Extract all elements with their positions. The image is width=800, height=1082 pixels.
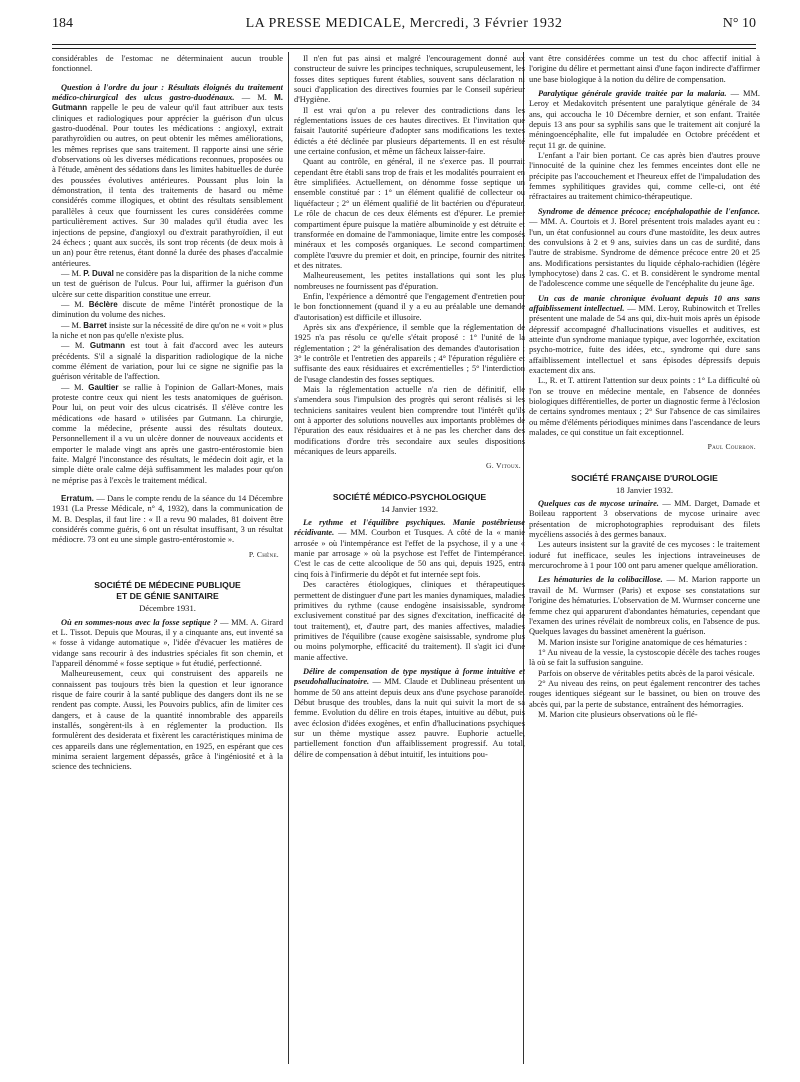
- issue-number: N° 10: [722, 16, 756, 31]
- paragraph: 2° Au niveau des reins, on peut également rencontrer des taches rouges identiques siégeant sur le bassinet, ou bien on trouve des abcès qui, par la perte de substance, entraînent des hémorragies.: [529, 678, 760, 709]
- erratum-label: Erratum.: [61, 494, 94, 504]
- paragraph: Mais la réglementation actuelle n'a rien de définitif, elle s'amendera sous l'impulsion des progrès qui seront réalisés si les techniciens sanitaires veulent bien comprendre tout l'intérêt qu'ils ont à apporter des solutions nouvelles aux importants problèmes de l'épuration des eaux résiduaires et à ne pas les chercher dans des modifications d'ordre très secondaire aux seules dispositions mécaniques de leurs appareils.: [294, 385, 525, 457]
- article: [52, 618, 283, 670]
- article: [529, 294, 760, 377]
- page-header: [52, 16, 756, 40]
- author-name: Béclère: [88, 299, 118, 309]
- article-text: présentent un homme de 50 ans atteint depuis deux ans d'une psychose paranoïde. Début brusque des troubles, dans la nuit qui suivit la mort de sa femme. Evolution du délire en trois étapes, intuitive au début, puis avec éclosion d'idées exogènes, et enfin d'hallucinations psychiques sur un thème mystique assez pauvre. Euphorie actuelle, partiellement fonction d'un affaiblissement progressif. Au total, délire de compensation à début intuitif, les intuitions pou-: [294, 677, 525, 759]
- article-title: Délire de compensation de type mystique à forme intuitive et pseudohallucinatoire.: [294, 666, 525, 687]
- article-text: présentent une paralytique générale de 34 ans, qui accoucha le 10 Décembre dernier, et son enfant. Traitée depuis 13 ans pour sa syphilis sans que le traitement ait conjuré la méningoencéphalite, elle fut impaludée en Octobre précédent et reçut 11 gr. de quinine.: [529, 99, 760, 150]
- article: — M. Gaultier se rallie à l'opinion de Gallart-Mones, mais proteste contre ceux qui nient les tests anatomiques de guérison. Pour lui, on peut voir des ulcus cicatrisés. Il s'élève contre les médications «de hasard » utilisées par Gutmann. La chirurgie, comme la médecine, présente aussi des résultats douteux. Personnellement il a vu un ulcère donner de nouveaux accidents et emporter le malade vingt ans après une gastro-entérostomie bien faite. Malgré l'inconstance des résultats, le médecin doit agir, et la simple diète orale calme déjà suffisamment les malades pour qu'on ne méprise pas à l'excès le traitement médical.: [52, 382, 283, 485]
- section-heading: SOCIÉTÉ DE MÉDECINE PUBLIQUE: [94, 580, 241, 591]
- paragraph: Il n'en fut pas ainsi et malgré l'encouragement donné aux constructeur de suivre les principes techniques, scrupuleusement, les fosses dites septiques furent établies, souvent sans déclaration ni souci d'application des directives fournies par le Conseil supérieur d'Hygiène.: [294, 54, 525, 105]
- author-name: Barret: [83, 320, 107, 330]
- signature: P. Chêne.: [248, 549, 279, 559]
- section-heading: SOCIÉTÉ MÉDICO-PSYCHOLOGIQUE: [332, 491, 487, 502]
- article: [529, 499, 760, 540]
- header-rule: [52, 44, 756, 45]
- signature: G. Vitoux.: [486, 461, 521, 471]
- article-text: insiste sur la nécessité de dire qu'on ne « voit » plus la niche et non pas qu'elle n'existe plus.: [52, 320, 283, 340]
- article-authors: — MM. Leroy, Rubinowitch et Trelles: [627, 303, 760, 313]
- paragraph: L'enfant a l'air bien portant. Ce cas après bien d'autres prouve l'innocuité de la quinine chez les femmes enceintes dont elle ne précipite pas l'accouchement et l'heureux effet de l'impaludation des femmes syphilitiques gravides qui, comme celle-ci, ont été réfractaires au traitement chimico-thérapeutique.: [529, 151, 760, 202]
- journal-title: LA PRESSE MEDICALE, Mercredi, 3 Février 1932: [245, 16, 563, 31]
- section-date: 14 Janvier 1932.: [380, 503, 439, 514]
- paragraph: Malheureusement, les petites installations qui sont les plus nombreuses ne fournissent pas d'épuration.: [294, 271, 525, 291]
- section-heading: ET DE GÉNIE SANITAIRE: [116, 591, 219, 602]
- article-authors: — M. Marion: [666, 575, 717, 585]
- column-divider: [288, 52, 289, 1064]
- author-name: P. Duval: [83, 268, 114, 278]
- article-title: Question à l'ordre du jour : Résultats éloignés du traitement médico-chirurgical des ulcus gastro-duodénaux.: [52, 82, 283, 103]
- article-title: Où en sommes-nous avec la fosse septique ?: [61, 617, 218, 627]
- section-heading: SOCIÉTÉ FRANÇAISE D'UROLOGIE: [571, 472, 718, 483]
- article: — M. Gutmann est tout à fait d'accord avec les auteurs précédents. S'il a signalé la disparition radiologique de la niche comme élément de variation, pour lui ce signe ne signifie pas la guérison véritable de l'affection.: [52, 341, 283, 382]
- article-title: Les hématuries de la colibacillose.: [538, 575, 663, 585]
- header-rule-thin: [52, 48, 756, 49]
- article-text: présentent une malade de 54 ans qui, dix-huit mois après un épisode dépressif accompagné d'hallucinations visuelles et auditives, est atteinte d'un syndrome maniaque typique, avec logorrhée, excitation psycho-motrice, fuite des idées, etc., syndrome qui dure sans affaiblissement intellectuel et sans épisodes dépressifs depuis exactement dix ans.: [529, 314, 760, 375]
- article-title: Syndrome de démence précoce; encéphalopathie de l'enfance.: [538, 206, 760, 216]
- article-text: ne considère pas la disparition de la niche comme un test de guérison de l'ulcus. Pour lui, affirmer la guérison d'un ulcère sur cette disparition constitue une erreur.: [52, 268, 283, 299]
- page-number: 184: [52, 16, 73, 31]
- paragraph: vant être considérées comme un test du choc affectif initial à l'origine du délire et permettant ainsi d'une façon indirecte d'affirmer une base biologique à la notion du délire de compensation.: [529, 54, 760, 84]
- article-text: rappelle le peu de valeur qu'il faut attribuer aux tests cliniques et radiologiques pour apprécier la guérison d'un ulcus gastro-duodénal. Pour toutes les médications : angioxyl, extrait parathyroïdien ou autres, on peut obtenir les mêmes améliorations, les mêmes reprises que sans traitement. Il rapporte ainsi une série d'observations où les diverses médications reconnues, proposées ou à l'étude, amènent des sédations dans les limites habituelles de durée des poussées évolutives antérieures. Poussant plus loin la démonstration, il tenta des traitements de hasard ou même considérés comme illogiques, et obtint des résultats sensiblement parallèles à ceux que fournissent les cures considérées comme particulièrement actives. Sur 30 malades qu'il étudia avec les injections de pepsine, d'angioxyl ou d'extrait parathyroïdien, il eut 24 échecs ; quant aux succès, ils sont trop récents (de deux mois à un an) pour être retenus, étant donné la durée des phases d'accalmie antérieures.: [52, 103, 283, 268]
- paragraph: Des caractères étiologiques, cliniques et thérapeutiques permettent de distinguer d'une part les manies dynamiques, maladies primitives du rythme (cause endogène insaisissable, syndrome exclusivement constitué par des signes d'excitation, inefficacité de tout traitement), et, d'autre part, des manies affectives, maladies primitives de l'équilibre (cause exogène saisissable, syndrome plus ou moins polymorphe, efficacité du traitement). Il s'agit ici d'une manie affective.: [294, 580, 525, 662]
- article-text: discute de même l'intérêt pronostique de la diminution du volume des niches.: [52, 299, 283, 320]
- signature: Paul Courbon.: [707, 442, 756, 452]
- erratum: [52, 494, 283, 546]
- article-text: est tout à fait d'accord avec les auteurs précédents. S'il a signalé la disparition radiologique de la niche comme élément de variation, pour lui ce signe ne signifie pas la guérison véritable de l'affection.: [52, 341, 283, 382]
- article-title: Quelques cas de mycose urinaire.: [538, 499, 659, 509]
- article: Question à l'ordre du jour : Résultats éloignés du traitement médico-chirurgical des ulcus gastro-duodénaux. — M. M. Gutmann rappelle le peu de valeur qu'il faut attribuer aux tests cliniques et radiologiques pour apprécier la guérison d'un ulcus gastro-duodénal. Pour toutes les médications : angioxyl, extrait parathyroïdien ou autres, on peut obtenir les mêmes améliorations, les mêmes reprises que sans traitement. Il rapporte ainsi une série d'observations où les diverses médications reconnues, proposées ou à l'étude, amènent des sédations dans les limites habituelles de durée des poussées évolutives antérieures. Poussant plus loin la démonstration, il tenta des traitements de hasard ou même considérés comme illogiques, et obtint des résultats sensiblement parallèles à ceux que fournissent les cures considérées comme particulièrement actives. Sur 30 malades qu'il étudia avec les injections de pepsine, d'angioxyl ou d'extrait parathyroïdien, il eut 24 échecs ; quant aux succès, ils sont trop récents (de deux mois à un an) pour être retenus, étant donné la durée des phases d'accalmie antérieures.: [52, 82, 283, 268]
- article-text: Depuis que Mouras, il y a cinquante ans, eut inventé sa « fosse à vidange automatique », l'idée d'évacuer les matières de vidange sans recourir à des industries spéciales fit son chemin, et l'appareil dénommé « fosse septique » fut étudié, perfectionné.: [52, 627, 283, 668]
- paragraph: Enfin, l'expérience a démontré que l'engagement d'entretien pour le bon fonctionnement (quand il y a eu au préalable une demande d'autorisation) est difficile et illusoire.: [294, 291, 525, 322]
- paragraph: 1° Au niveau de la vessie, la cystoscopie décèle des taches rouges là où se fait la suffusion sanguine.: [529, 647, 760, 668]
- section-date: Décembre 1931.: [139, 603, 196, 614]
- article: — M. P. Duval ne considère pas la disparition de la niche comme un test de guérison de l'ulcus. Pour lui, affirmer la guérison d'un ulcère sur cette disparition constitue une erreur.: [52, 268, 283, 299]
- paragraph: Il est vrai qu'on a pu relever des contradictions dans les réglementations issues de ces hautes directives. Et l'invitation que faisait l'autorité supérieure d'adopter sans modifications les textes édictés a été déclinée par plusieurs départements. Il en est résulté une certaine confusion, et même un fâcheux laisser-faire.: [294, 105, 525, 157]
- article-title: Un cas de manie chronique évoluant depuis 10 ans sans affaiblissement intellectuel.: [529, 293, 760, 313]
- article-text: rapportent 3 observations de mycose urinaire avec présentation de microphotographies reproduisant des filets mycéliens associés à des germes banaux.: [529, 509, 760, 540]
- article-text: rapporte un travail de M. Wurmser (Paris) et expose ses constatations sur l'origine des hématuries. L'observation de M. Wurmser concerne une femme chez qui apparurent d'abondantes hématuries, cependant que l'examen des urines révélait de nombreux colis, en l'absence de pus. Quelques lavages du bassinet amenèrent la guérison.: [529, 575, 760, 637]
- paragraph: Après six ans d'expérience, il semble que la réglementation de 1925 n'a pas résolu ce qu'elle s'était proposé : 1° l'unité de la réglementation ; 2° la généralisation des demandes d'autorisation ; 3° le contrôle et l'entretien des appareils ; 4° l'épuration régulière et suffisante des eaux résiduaires et excrémentielles ; 5° l'interdiction de l'usage clandestin des fosses septiques.: [294, 322, 525, 384]
- article: [294, 518, 525, 580]
- article-authors: — MM. Claude et Dublineau: [372, 677, 476, 687]
- paragraph: considérables de l'estomac ne déterminaient aucun trouble fonctionnel.: [52, 54, 283, 74]
- article-authors: — MM. Darget, Damade et Boileau: [529, 499, 760, 519]
- article: — M. Barret insiste sur la nécessité de dire qu'on ne « voit » plus la niche et non pas qu'elle n'existe plus.: [52, 320, 283, 340]
- erratum-text: — Dans le compte rendu de la séance du 14 Décembre 1931 (La Presse Médicale, n° 4, 1932), dans la communication de M. B. Desplas, il faut lire : « Il a revu 90 malades, 81 doivent être considérés comme guéris, 6 ont un résultat insuffisant, 3 un résultat médiocre. 73 ont eu une simple gastro-entérostomie ».: [52, 494, 283, 545]
- column-1: [52, 54, 283, 1062]
- column-2: [294, 54, 525, 1062]
- paragraph: Les auteurs insistent sur la gravité de ces mycoses : le traitement ioduré fut inefficace, seules les injections intraveineuses de mercurochrome à 1 pour 100 ont paru amener quelque amélioration.: [529, 540, 760, 571]
- article-title: Paralytique générale gravide traitée par la malaria.: [538, 89, 727, 99]
- article-text: présentent trois malades ayant eu : l'un, un état confusionnel au cours d'une mastoïdite, les deux autres des convulsions à 2 et 9 ans, suivies dans un cas de surdité, dans l'autre de strabisme. Syndrome de démence précoce entre 20 et 25 ans. Modifications persistantes du liquide céphalo-rachidien (légère lymphocytose) dans 2 cas. C. et B. considèrent le syndrome mental de l'adolescence comme une séquelle de l'encéphalite du jeune âge.: [529, 217, 760, 289]
- section-date: 18 Janvier 1932.: [615, 484, 674, 495]
- article-title: Le rythme et l'équilibre psychiques. Manie postébrieuse récidivante.: [294, 518, 525, 538]
- article: — M. Béclère discute de même l'intérêt pronostique de la diminution du volume des niches.: [52, 299, 283, 320]
- article-authors: — MM. Courbon et Tusques.: [338, 528, 444, 538]
- paragraph: M. Marion insiste sur l'origine anatomique de ces hématuries :: [538, 637, 747, 647]
- paragraph: L., R. et T. attirent l'attention sur deux points : 1° La difficulté où l'on se trouve en médecine mentale, en l'absence de données biologiques différentielles, de porter un diagnostic ferme à l'éclosion de certains syndromes mentaux ; 2° Sur l'absence de cas similaires ou même d'éléments périodiques minimes dans l'ascendance de leurs malades, ce qui constitue un fait exceptionnel.: [529, 376, 760, 438]
- article-text: A côté de la « manie arrosée » où l'intempérance est l'effet de la psychose, il y a une « manie par arrosage » où la psychose est l'effet de l'intempérance. C'est le cas de cette alcoolique de 50 ans qui, depuis 1925, entra cinq fois à l'infirmerie du dépôt et fut internée sept fois.: [294, 528, 525, 579]
- paragraph: Quant au contrôle, en général, il ne s'exerce pas. Il pourrait cependant être établi sans trop de frais et les modalités pourraient en être simplifiées. Actuellement, on dénomme fosse septique un ensemble constitué par : 1° un élément qualifié de collecteur ou liquéfacteur ; 2° un élément qualifié de lit bactérien ou d'épurateur. Le rôle de chacun de ces deux éléments est d'épurer. Le premier compartiment épure puisque la matière albuminoïde y est détruite et transformée en domaine de l'ammoniaque, limite entre les composés minéraux et les composés organiques. Le second compartiment complète l'œuvre du premier et doit, en principe, fournir des nitrites et des nitrates.: [294, 157, 525, 270]
- article-authors: — MM. Leroy et Medakovitch: [529, 89, 760, 109]
- article-text: se rallie à l'opinion de Gallart-Mones, mais proteste contre ceux qui nient les tests anatomiques de guérison. Pour lui, on peut voir des ulcus cicatrisés. Il s'élève contre les médications «de hasard » utilisées par Gutmann. La chirurgie, comme la médecine, présente aussi des résultats douteux. Personnellement il a vu un ulcère donner de nouveaux accidents et emporter le malade vingt ans après une gastro-entérostomie bien faite. Malgré l'inconstance des résultats, le médecin doit agir, et la simple diète orale calme déjà suffisamment les malades pour qu'on ne méprise pas à l'excès le traitement médical.: [52, 382, 283, 485]
- article: [529, 575, 760, 637]
- paragraph: Parfois on observe de véritables petits abcès de la paroi vésicale.: [538, 668, 755, 678]
- article: [294, 667, 525, 760]
- author-name: Gaultier: [88, 382, 119, 392]
- article: [529, 89, 760, 151]
- article: [529, 207, 760, 290]
- paragraph: Malheureusement, ceux qui construisent des appareils ne connaissent pas toujours très bien la question et leur ignorance risque de faire courir à la santé publique des dangers dont ils ne se rendent pas compte. Aussi, les Pouvoirs publics, afin de limiter ces dangers, et à cause de la quantité innombrable des appareils installés, songèrent-ils à en réglementer la production. Ils formulèrent des desiderata et fixèrent les caractéristiques minima de ces appareils dans une réglementation, en 1925, en espérant que ces minima seraient largement dépassés, grâce à l'ingéniosité et à la science des techniciens.: [52, 669, 283, 772]
- paragraph: M. Marion cite plusieurs observations où le flé-: [538, 709, 698, 719]
- column-3: [529, 54, 760, 1062]
- article-authors: — MM. A. Girard et L. Tissot.: [52, 617, 283, 637]
- author-name: Gutmann: [89, 341, 126, 351]
- author-name: M. Gutmann: [52, 93, 283, 113]
- article-authors: — MM. A. Courtois et J. Borel: [529, 217, 638, 227]
